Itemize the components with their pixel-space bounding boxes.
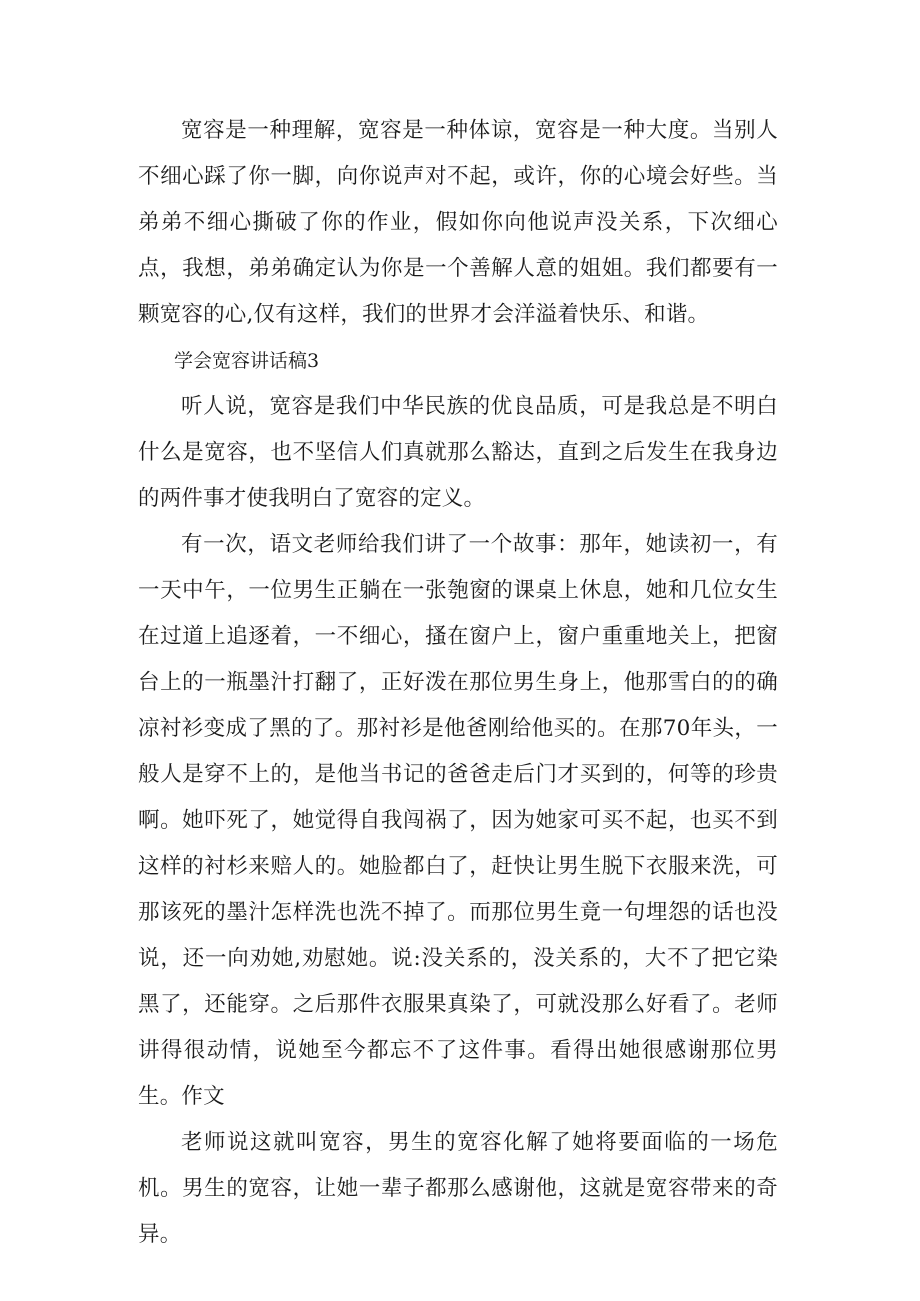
section-heading: 学会宽容讲话稿3 [174,350,320,372]
document-body [138,108,778,1258]
paragraph-story: 有一次，语文老师给我们讲了一个故事：那年，她读初一，有一天中午，一位男生正躺在一张匏窗的课桌上休息，她和几位女生在过道上追逐着，一不细心，搔在窗户上，窗户重重地关上，把窗台上的一瓶墨汁打翻了，正好泼在那位男生身上，他那雪白的的确凉衬衫变成了黑的了。那衬衫是他爸刚给他买的。在那70年头，一般人是穿不上的，是他当书记的爸爸走后门才买到的，何等的珍贵啊。她吓死了，她觉得自我闯祸了，因为她家可买不起，也买不到这样的衬杉来赔人的。她脸都白了，赶快让男生脱下衣服来洗，可那该死的墨汁怎样洗也洗不掉了。而那位男生竟一句埋怨的话也没说，还一向劝她,劝慰她。说:没关系的，没关系的，大不了把它染黑了，还能穿。之后那件衣服果真染了，可就没那么好看了。老师讲得很动情，说她至今都忘不了这件事。看得出她很感谢那位男生。作文 [138,532,778,1109]
paragraph-intro: 宽容是一种理解，宽容是一种体谅，宽容是一种大度。当别人不细心踩了你一脚，向你说声对不起，或许，你的心境会好些。当弟弟不细心撕破了你的作业，假如你向他说声没关系，下次细心点，我想，弟弟确定认为你是一个善解人意的姐姐。我们都要有一颗宽容的心,仅有这样，我们的世界才会洋溢着快乐、和谐。 [138,118,778,327]
paragraph-hearsay: 听人说，宽容是我们中华民族的优良品质，可是我总是不明白什么是宽容，也不坚信人们真就那么豁达，直到之后发生在我身边的两件事才使我明白了宽容的定义。 [138,394,778,511]
paragraph-conclusion: 老师说这就叫宽容，男生的宽容化解了她将要面临的一场危机。男生的宽容，让她一辈子都那么感谢他，这就是宽容带来的奇异。 [138,1130,778,1247]
